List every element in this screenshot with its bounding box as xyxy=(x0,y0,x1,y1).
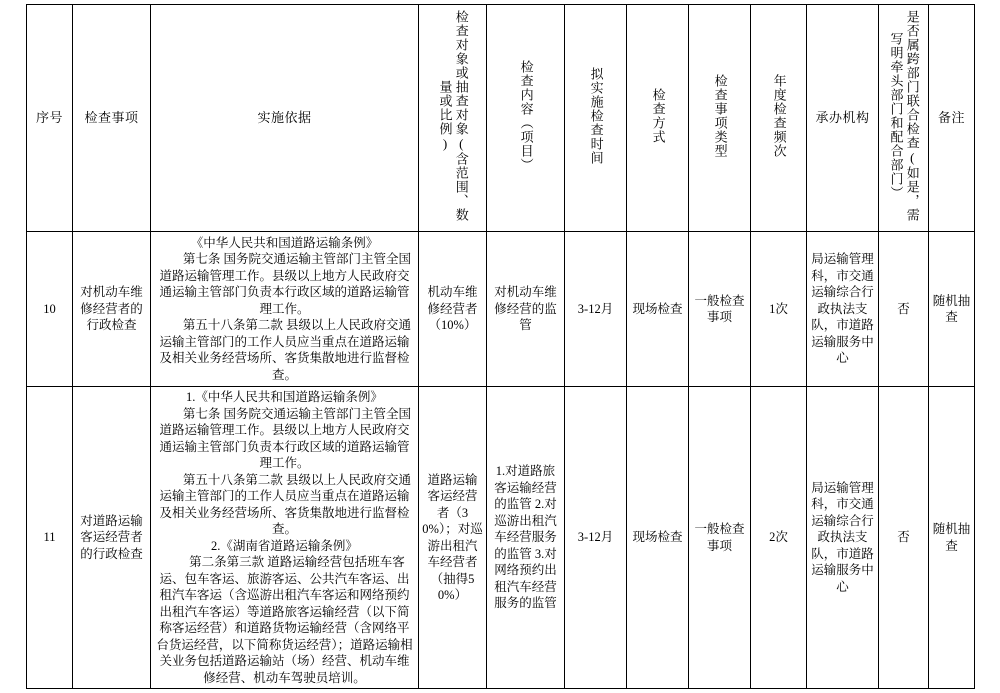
cell-seq: 10 xyxy=(27,232,73,387)
header-cross-department-label: 是否属跨部门联合检查(如是，需写明牵头部门和配合部门） xyxy=(888,9,920,222)
header-content xyxy=(487,5,565,232)
cell-type: 一般检查事项 xyxy=(689,232,751,387)
cell-object: 机动车维修经营者（10%） xyxy=(419,232,487,387)
header-item-label: 检查事项 xyxy=(84,110,139,126)
header-content-label: 检查内容（项目） xyxy=(518,59,534,172)
header-remark xyxy=(929,5,975,232)
cell-seq: 11 xyxy=(27,387,73,689)
header-basis xyxy=(151,5,419,232)
cell-time: 3-12月 xyxy=(565,232,627,387)
cell-type: 一般检查事项 xyxy=(689,387,751,689)
basis-line: 第七条 国务院交通运输主管部门主管全国道路运输管理工作。县级以上地方人民政府交通运输主管部门负责本行政区域的道路运输管理工作。 xyxy=(159,406,412,470)
cell-frequency: 2次 xyxy=(751,387,807,689)
header-cross-department xyxy=(879,5,929,232)
cell-cross-department: 否 xyxy=(879,387,929,689)
basis-line: 第七条 国务院交通运输主管部门主管全国道路运输管理工作。县级以上地方人民政府交通运输主管部门负责本行政区域的道路运输管理工作。 xyxy=(159,252,412,316)
table-row xyxy=(27,232,975,387)
cell-remark: 随机抽查 xyxy=(929,387,975,689)
cell-method: 现场检查 xyxy=(627,387,689,689)
header-type xyxy=(689,5,751,232)
header-frequency-label: 年度检查频次 xyxy=(771,73,787,158)
cell-method: 现场检查 xyxy=(627,232,689,387)
header-item xyxy=(73,5,151,232)
header-organizer-label: 承办机构 xyxy=(815,110,870,126)
cell-basis xyxy=(151,232,419,387)
cell-content: 1.对道路旅客运输经营的监管 2.对巡游出租汽车经营服务的监管 3.对网络预约出租汽车经营服务的监管 xyxy=(487,387,565,689)
cell-content: 对机动车维修经营的监管 xyxy=(487,232,565,387)
cell-item: 对道路运输客运经营者的行政检查 xyxy=(73,387,151,689)
cell-item: 对机动车维修经营者的行政检查 xyxy=(73,232,151,387)
cell-time: 3-12月 xyxy=(565,387,627,689)
cell-organizer: 局运输管理科，市交通运输综合行政执法支队，市道路运输服务中心 xyxy=(807,232,879,387)
basis-line: 第五十八条第二款 县级以上人民政府交通运输主管部门的工作人员应当重点在道路运输及相关业务经营场所、客货集散地进行监督检查。 xyxy=(159,472,412,536)
header-basis-label: 实施依据 xyxy=(257,110,312,126)
basis-line: 2.《湖南省道路运输条例》 xyxy=(211,538,358,553)
header-row xyxy=(27,5,975,232)
basis-line: 《中华人民共和国道路运输条例》 xyxy=(190,235,379,250)
header-type-label: 检查事项类型 xyxy=(712,73,728,158)
table-row xyxy=(27,387,975,689)
cell-object: 道路运输客运经营者（30%）；对巡游出租汽车经营者（抽得50%） xyxy=(419,387,487,689)
cell-frequency: 1次 xyxy=(751,232,807,387)
table-body xyxy=(27,232,975,689)
cell-organizer: 局运输管理科，市交通运输综合行政执法支队，市道路运输服务中心 xyxy=(807,387,879,689)
table-header xyxy=(27,5,975,232)
header-method-label: 检查方式 xyxy=(650,87,666,144)
header-object xyxy=(419,5,487,232)
header-method xyxy=(627,5,689,232)
basis-line: 1.《中华人民共和国道路运输条例》 xyxy=(186,390,383,404)
header-seq-label: 序号 xyxy=(35,110,63,126)
header-object-label: 检查对象或抽查对象(含范围、数量或比例) xyxy=(437,9,469,222)
header-time-label: 拟实施检查时间 xyxy=(588,66,604,165)
header-organizer xyxy=(807,5,879,232)
header-frequency xyxy=(751,5,807,232)
basis-line: 第五十八条第二款 县级以上人民政府交通运输主管部门的工作人员应当重点在道路运输及相关业务经营场所、客货集散地进行监督检查。 xyxy=(159,318,412,382)
cell-remark: 随机抽查 xyxy=(929,232,975,387)
basis-line: 第二条第三款 道路运输经营包括班车客运、包车客运、旅游客运、公共汽车客运、出租汽车客运（含巡游出租汽车客运和网络预约出租汽车客运）等道路旅客运输经营（以下简称客运经营）和道路货物运输经营（含网络平台货运经营，以下简称货运经营）；道路运输相关业务包括道路运输站（场）经营、机动车维修经营、机动车驾驶员培训。 xyxy=(156,555,413,685)
inspection-plan-table xyxy=(26,4,975,689)
cell-cross-department: 否 xyxy=(879,232,929,387)
header-remark-label: 备注 xyxy=(937,110,965,126)
cell-basis xyxy=(151,387,419,689)
header-time xyxy=(565,5,627,232)
header-seq xyxy=(27,5,73,232)
